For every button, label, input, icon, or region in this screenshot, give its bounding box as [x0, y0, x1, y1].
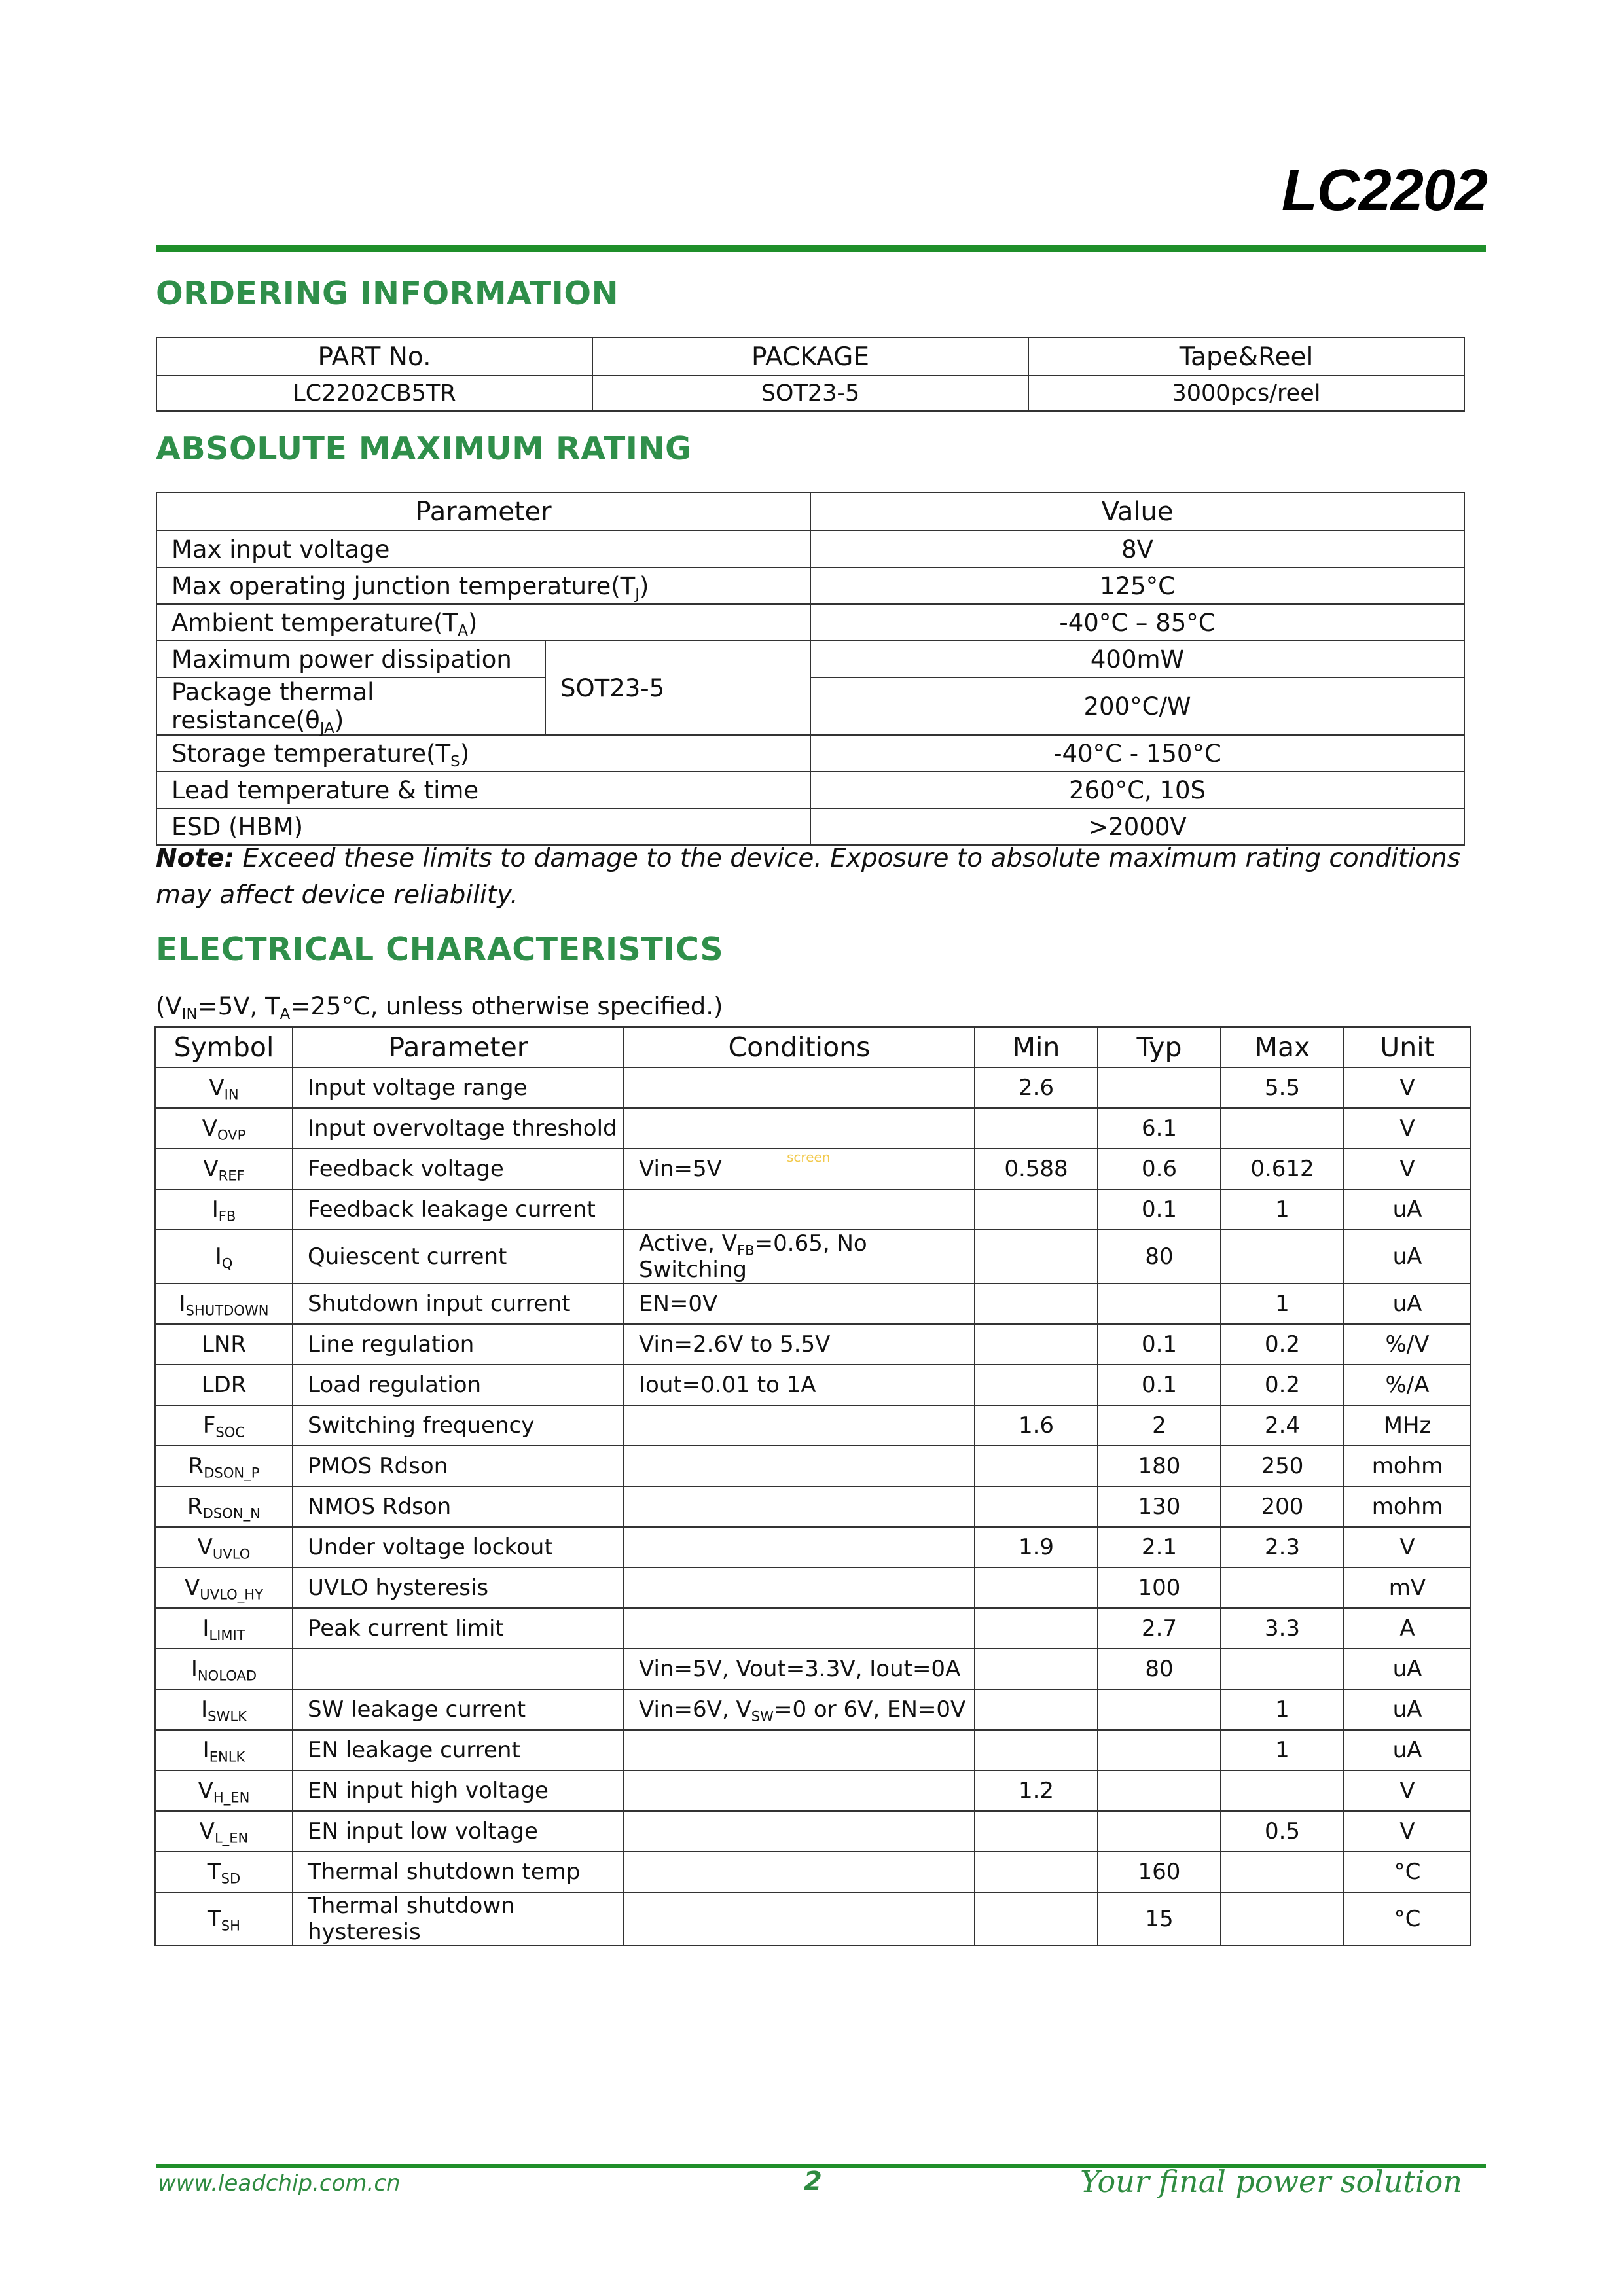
- table-header-cell: Max: [1221, 1027, 1344, 1067]
- symbol-cell: $R_{DSON\_P}$: [155, 1446, 293, 1486]
- unit-cell: V: [1344, 1149, 1471, 1189]
- min-cell: [975, 1811, 1098, 1852]
- table-row: [156, 735, 1464, 772]
- max-cell: 1: [1221, 1730, 1344, 1770]
- param-cell: Lead temperature & time: [156, 772, 810, 808]
- param-cell: Storage $temperature(T_S)$: [156, 735, 810, 772]
- param-cell: ESD (HBM): [156, 808, 810, 845]
- table-row: [155, 1608, 1471, 1649]
- parameter-cell: EN leakage current: [293, 1730, 624, 1770]
- table-row: [156, 567, 1464, 604]
- unit-cell: A: [1344, 1608, 1471, 1649]
- parameter-cell: [293, 1649, 624, 1689]
- symbol-cell: $I_{SHUTDOWN}$: [155, 1283, 293, 1324]
- table-row: [155, 1770, 1471, 1811]
- unit-cell: uA: [1344, 1283, 1471, 1324]
- table-cell: SOT23-5: [592, 376, 1028, 411]
- symbol-cell: $V_{REF}$: [155, 1149, 293, 1189]
- conditions-cell: [624, 1067, 975, 1108]
- unit-cell: uA: [1344, 1189, 1471, 1230]
- unit-cell: mohm: [1344, 1486, 1471, 1527]
- max-cell: [1221, 1770, 1344, 1811]
- parameter-cell: EN input high voltage: [293, 1770, 624, 1811]
- parameter-cell: Switching frequency: [293, 1405, 624, 1446]
- max-cell: 1: [1221, 1689, 1344, 1730]
- table-row: [155, 1189, 1471, 1230]
- max-cell: [1221, 1230, 1344, 1283]
- max-cell: 0.2: [1221, 1365, 1344, 1405]
- header-rule: [156, 245, 1486, 252]
- table-header-cell: PART No.: [156, 338, 592, 376]
- conditions-cell: Iout=0.01 to 1A: [624, 1365, 975, 1405]
- table-row: [155, 1108, 1471, 1149]
- max-cell: 250: [1221, 1446, 1344, 1486]
- unit-cell: uA: [1344, 1649, 1471, 1689]
- conditions-cell: EN=0V: [624, 1283, 975, 1324]
- min-cell: [975, 1568, 1098, 1608]
- conditions-cell: [624, 1770, 975, 1811]
- table-header-row: [156, 493, 1464, 531]
- min-cell: [975, 1852, 1098, 1892]
- table-header-row: [156, 338, 1464, 376]
- min-cell: [975, 1892, 1098, 1946]
- symbol-cell: $F_{SOC}$: [155, 1405, 293, 1446]
- package-cell: SOT23-5: [545, 641, 810, 735]
- table-row: [156, 772, 1464, 808]
- conditions-cell: [624, 1608, 975, 1649]
- max-cell: 200: [1221, 1486, 1344, 1527]
- unit-cell: mV: [1344, 1568, 1471, 1608]
- max-cell: 5.5: [1221, 1067, 1344, 1108]
- parameter-cell: Load regulation: [293, 1365, 624, 1405]
- typ-cell: [1098, 1283, 1221, 1324]
- table-row: [155, 1527, 1471, 1568]
- min-cell: [975, 1689, 1098, 1730]
- table-row: [156, 604, 1464, 641]
- param-cell: Max input voltage: [156, 531, 810, 567]
- max-cell: [1221, 1108, 1344, 1149]
- table-row: [155, 1446, 1471, 1486]
- symbol-cell: $V_{IN}$: [155, 1067, 293, 1108]
- table-row: [156, 808, 1464, 845]
- conditions-cell: Vin=5V: [624, 1149, 975, 1189]
- typ-cell: 80: [1098, 1230, 1221, 1283]
- typ-cell: 2: [1098, 1405, 1221, 1446]
- parameter-cell: EN input low voltage: [293, 1811, 624, 1852]
- table-row: [155, 1283, 1471, 1324]
- typ-cell: [1098, 1811, 1221, 1852]
- typ-cell: 80: [1098, 1649, 1221, 1689]
- table-header-cell: PACKAGE: [592, 338, 1028, 376]
- typ-cell: 15: [1098, 1892, 1221, 1946]
- table-header-cell: Parameter: [293, 1027, 624, 1067]
- value-cell: 260°C, 10S: [810, 772, 1464, 808]
- parameter-cell: Line regulation: [293, 1324, 624, 1365]
- table-header-cell: Typ: [1098, 1027, 1221, 1067]
- page-number: 2: [804, 2166, 822, 2197]
- unit-cell: V: [1344, 1770, 1471, 1811]
- conditions-cell: Active, $V_{FB}=0.65$, No Switching: [624, 1230, 975, 1283]
- min-cell: 1.6: [975, 1405, 1098, 1446]
- unit-cell: V: [1344, 1527, 1471, 1568]
- unit-cell: °C: [1344, 1852, 1471, 1892]
- typ-cell: [1098, 1730, 1221, 1770]
- conditions-cell: Vin=5V, Vout=3.3V, Iout=0A: [624, 1649, 975, 1689]
- table-row: [155, 1811, 1471, 1852]
- min-cell: [975, 1649, 1098, 1689]
- conditions-cell: [624, 1189, 975, 1230]
- symbol-cell: $T_{SD}$: [155, 1852, 293, 1892]
- table-row: [155, 1730, 1471, 1770]
- electrical-characteristics-heading: ELECTRICAL CHARACTERISTICS: [156, 931, 724, 968]
- footer-url-link[interactable]: www.leadchip.com.cn: [158, 2170, 401, 2197]
- table-header-cell: Symbol: [155, 1027, 293, 1067]
- max-cell: [1221, 1568, 1344, 1608]
- table-row: [155, 1568, 1471, 1608]
- unit-cell: V: [1344, 1067, 1471, 1108]
- unit-cell: uA: [1344, 1230, 1471, 1283]
- max-cell: 1: [1221, 1189, 1344, 1230]
- min-cell: [975, 1608, 1098, 1649]
- conditions-cell: [624, 1446, 975, 1486]
- symbol-cell: $I_{LIMIT}$: [155, 1608, 293, 1649]
- max-cell: 0.5: [1221, 1811, 1344, 1852]
- note-text: Exceed these limits to damage to the device. Exposure to absolute maximum rating conditions may affect device reliability.: [156, 844, 1461, 910]
- typ-cell: 0.1: [1098, 1365, 1221, 1405]
- conditions-cell: [624, 1852, 975, 1892]
- typ-cell: [1098, 1689, 1221, 1730]
- table-cell: 3000pcs/reel: [1028, 376, 1464, 411]
- min-cell: 2.6: [975, 1067, 1098, 1108]
- typ-cell: 100: [1098, 1568, 1221, 1608]
- unit-cell: uA: [1344, 1730, 1471, 1770]
- typ-cell: 6.1: [1098, 1108, 1221, 1149]
- symbol-cell: $V_{L\_EN}$: [155, 1811, 293, 1852]
- unit-cell: °C: [1344, 1892, 1471, 1946]
- conditions-cell: [624, 1730, 975, 1770]
- conditions-cell: [624, 1527, 975, 1568]
- max-cell: 0.612: [1221, 1149, 1344, 1189]
- table-header-cell: Min: [975, 1027, 1098, 1067]
- min-cell: [975, 1189, 1098, 1230]
- table-header-row: [155, 1027, 1471, 1067]
- min-cell: 0.588: [975, 1149, 1098, 1189]
- min-cell: [975, 1230, 1098, 1283]
- param-cell: Ambient $temperature(T_A)$: [156, 604, 810, 641]
- note-paragraph: [156, 840, 1471, 914]
- typ-cell: 2.7: [1098, 1608, 1221, 1649]
- footer-slogan: Your final power solution: [1080, 2164, 1462, 2199]
- parameter-cell: Thermal shutdown temp: [293, 1852, 624, 1892]
- min-cell: [975, 1730, 1098, 1770]
- typ-cell: 180: [1098, 1446, 1221, 1486]
- unit-cell: V: [1344, 1811, 1471, 1852]
- parameter-cell: Feedback leakage current: [293, 1189, 624, 1230]
- table-row: [156, 677, 1464, 735]
- symbol-cell: $I_Q$: [155, 1230, 293, 1283]
- table-row: [155, 1892, 1471, 1946]
- test-conditions: ($V_{IN}=5V$, $T_A=25^\circ C$, unless otherwise specified.): [156, 992, 723, 1023]
- conditions-cell: Vin=6V, $V_{SW}=0$ or 6V, EN=0V: [624, 1689, 975, 1730]
- typ-cell: 130: [1098, 1486, 1221, 1527]
- value-cell: -40°C - 150°C: [810, 735, 1464, 772]
- table-row: [155, 1852, 1471, 1892]
- param-cell: Max operating junction $temperature(T_J)$: [156, 567, 810, 604]
- parameter-cell: Input overvoltage threshold: [293, 1108, 624, 1149]
- unit-cell: %/V: [1344, 1324, 1471, 1365]
- typ-cell: 0.6: [1098, 1149, 1221, 1189]
- value-cell: 400mW: [810, 641, 1464, 677]
- table-row: [156, 376, 1464, 411]
- max-cell: [1221, 1892, 1344, 1946]
- parameter-cell: Peak current limit: [293, 1608, 624, 1649]
- min-cell: [975, 1446, 1098, 1486]
- value-cell: 125°C: [810, 567, 1464, 604]
- symbol-cell: $R_{DSON\_N}$: [155, 1486, 293, 1527]
- max-cell: 2.4: [1221, 1405, 1344, 1446]
- typ-cell: 0.1: [1098, 1324, 1221, 1365]
- table-row: [155, 1649, 1471, 1689]
- max-cell: [1221, 1649, 1344, 1689]
- table-row: [155, 1067, 1471, 1108]
- value-cell: 8V: [810, 531, 1464, 567]
- symbol-cell: $V_{H\_EN}$: [155, 1770, 293, 1811]
- table-row: [155, 1365, 1471, 1405]
- typ-cell: 160: [1098, 1852, 1221, 1892]
- unit-cell: MHz: [1344, 1405, 1471, 1446]
- table-row: [155, 1405, 1471, 1446]
- min-cell: [975, 1108, 1098, 1149]
- parameter-cell: Thermal shutdown hysteresis: [293, 1892, 624, 1946]
- parameter-cell: Feedback voltage: [293, 1149, 624, 1189]
- ordering-info-heading: ORDERING INFORMATION: [156, 275, 619, 312]
- unit-cell: V: [1344, 1108, 1471, 1149]
- parameter-cell: UVLO hysteresis: [293, 1568, 624, 1608]
- table-row: [156, 531, 1464, 567]
- table-row: [156, 641, 1464, 677]
- param-cell: Maximum power dissipation: [156, 641, 545, 677]
- abs-max-rating-table: [156, 492, 1465, 846]
- table-header-cell: Tape&Reel: [1028, 338, 1464, 376]
- min-cell: [975, 1324, 1098, 1365]
- table-header-cell: Unit: [1344, 1027, 1471, 1067]
- value-cell: 200°C/W: [810, 677, 1464, 735]
- conditions-cell: [624, 1892, 975, 1946]
- table-cell: LC2202CB5TR: [156, 376, 592, 411]
- parameter-cell: PMOS Rdson: [293, 1446, 624, 1486]
- symbol-cell: $V_{UVLO}$: [155, 1527, 293, 1568]
- min-cell: [975, 1365, 1098, 1405]
- min-cell: 1.9: [975, 1527, 1098, 1568]
- conditions-cell: [624, 1405, 975, 1446]
- unit-cell: uA: [1344, 1689, 1471, 1730]
- table-header-cell: Value: [810, 493, 1464, 531]
- parameter-cell: Under voltage lockout: [293, 1527, 624, 1568]
- unit-cell: %/A: [1344, 1365, 1471, 1405]
- conditions-cell: [624, 1486, 975, 1527]
- page-title: LC2202: [1281, 158, 1487, 223]
- conditions-cell: [624, 1108, 975, 1149]
- min-cell: [975, 1486, 1098, 1527]
- watermark-text: screen: [787, 1149, 831, 1165]
- max-cell: 0.2: [1221, 1324, 1344, 1365]
- max-cell: 3.3: [1221, 1608, 1344, 1649]
- value-cell: >2000V: [810, 808, 1464, 845]
- table-header-cell: Parameter: [156, 493, 810, 531]
- param-cell: Package thermal $resistance(\theta_{JA})$: [156, 677, 545, 735]
- abs-max-rating-heading: ABSOLUTE MAXIMUM RATING: [156, 430, 692, 467]
- parameter-cell: Shutdown input current: [293, 1283, 624, 1324]
- parameter-cell: NMOS Rdson: [293, 1486, 624, 1527]
- ordering-table: [156, 337, 1465, 412]
- min-cell: 1.2: [975, 1770, 1098, 1811]
- symbol-cell: $I_{NOLOAD}$: [155, 1649, 293, 1689]
- symbol-cell: $V_{OVP}$: [155, 1108, 293, 1149]
- max-cell: 1: [1221, 1283, 1344, 1324]
- value-cell: -40°C – 85°C: [810, 604, 1464, 641]
- table-row: [155, 1324, 1471, 1365]
- symbol-cell: LDR: [155, 1365, 293, 1405]
- max-cell: 2.3: [1221, 1527, 1344, 1568]
- table-row: [155, 1486, 1471, 1527]
- table-header-cell: Conditions: [624, 1027, 975, 1067]
- conditions-cell: [624, 1568, 975, 1608]
- symbol-cell: $T_{SH}$: [155, 1892, 293, 1946]
- conditions-cell: Vin=2.6V to 5.5V: [624, 1324, 975, 1365]
- symbol-cell: $I_{FB}$: [155, 1189, 293, 1230]
- symbol-cell: $I_{ENLK}$: [155, 1730, 293, 1770]
- typ-cell: 0.1: [1098, 1189, 1221, 1230]
- conditions-cell: [624, 1811, 975, 1852]
- symbol-cell: $I_{SWLK}$: [155, 1689, 293, 1730]
- max-cell: [1221, 1852, 1344, 1892]
- parameter-cell: Quiescent current: [293, 1230, 624, 1283]
- table-row: [155, 1230, 1471, 1283]
- parameter-cell: Input voltage range: [293, 1067, 624, 1108]
- typ-cell: [1098, 1067, 1221, 1108]
- symbol-cell: $V_{UVLO\_HY}$: [155, 1568, 293, 1608]
- symbol-cell: LNR: [155, 1324, 293, 1365]
- unit-cell: mohm: [1344, 1446, 1471, 1486]
- parameter-cell: SW leakage current: [293, 1689, 624, 1730]
- min-cell: [975, 1283, 1098, 1324]
- note-label: Note:: [156, 844, 235, 873]
- typ-cell: [1098, 1770, 1221, 1811]
- table-row: [155, 1689, 1471, 1730]
- typ-cell: 2.1: [1098, 1527, 1221, 1568]
